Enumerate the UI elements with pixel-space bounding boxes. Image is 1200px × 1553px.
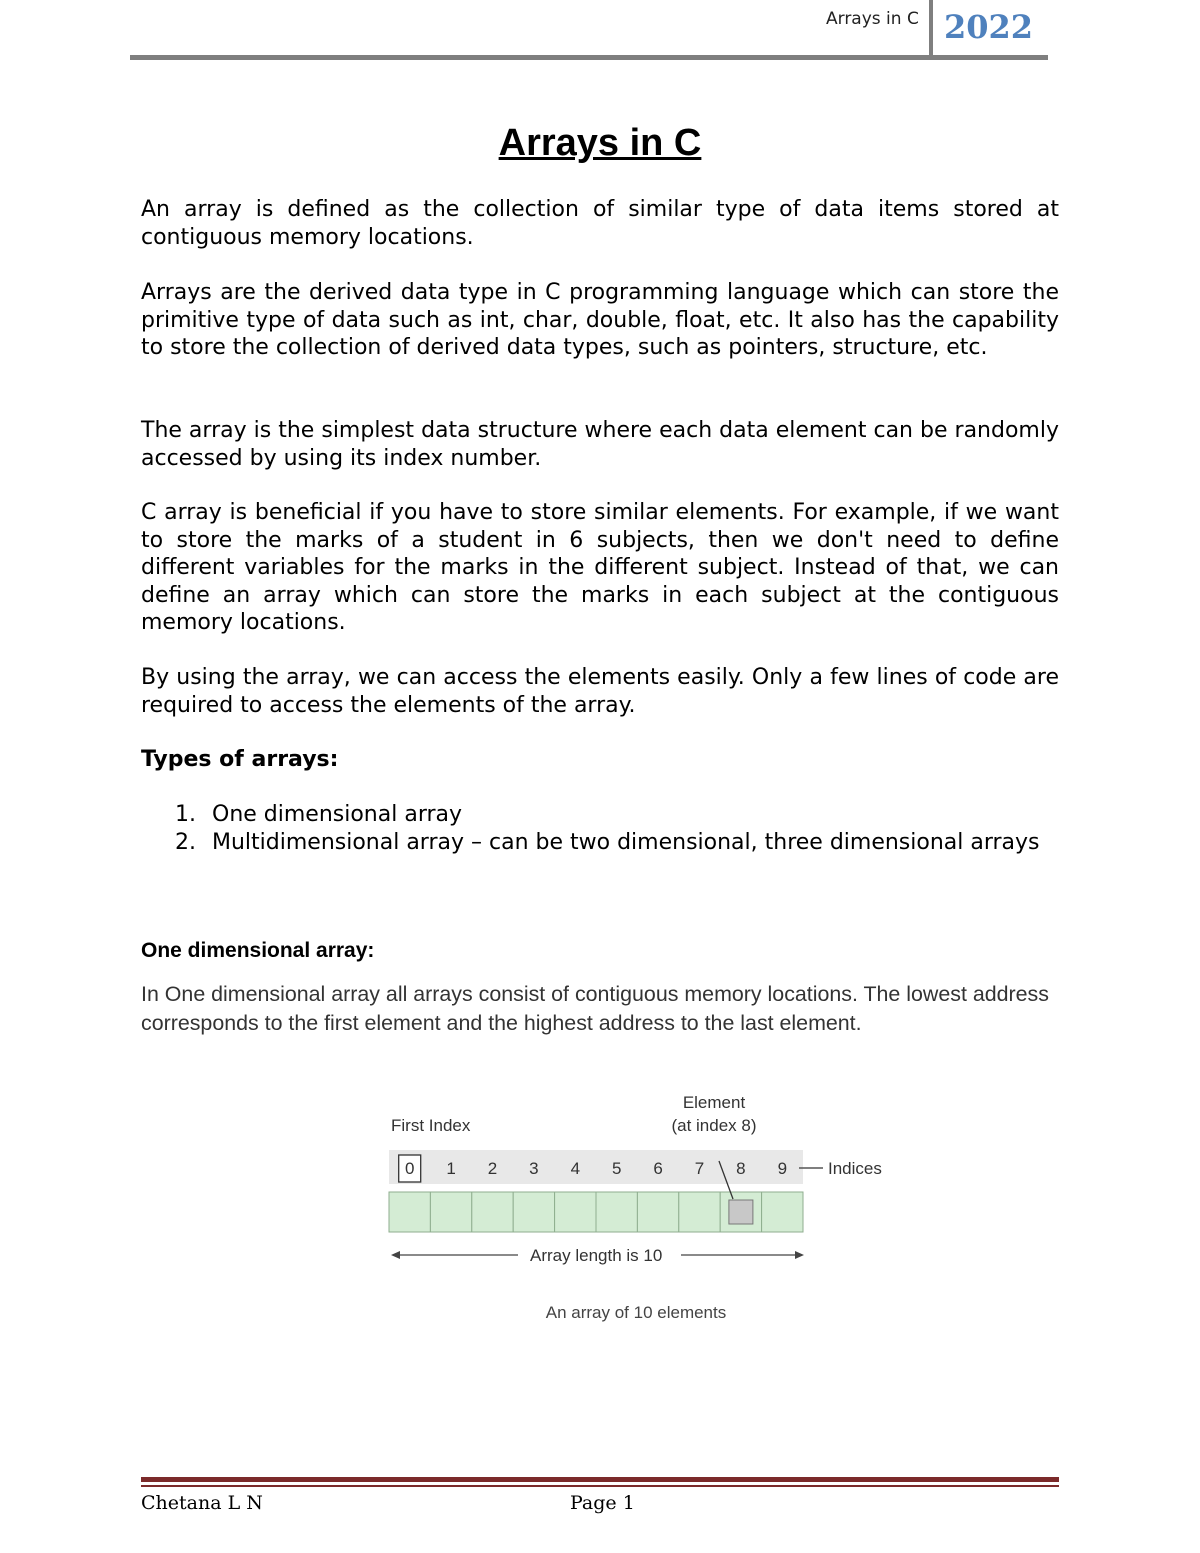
array-cell bbox=[637, 1192, 678, 1232]
array-cell bbox=[679, 1192, 720, 1232]
types-heading: Types of arrays: bbox=[141, 747, 339, 772]
header-rule bbox=[130, 55, 1048, 60]
list-item bbox=[141, 829, 1059, 857]
cells-group bbox=[389, 1192, 803, 1232]
types-list bbox=[141, 801, 1059, 856]
header-divider bbox=[929, 0, 933, 56]
length-arrowhead-right bbox=[795, 1251, 804, 1259]
footer-page-number: Page 1 bbox=[570, 1492, 635, 1514]
figure-caption: An array of 10 elements bbox=[545, 1303, 727, 1322]
list-item-number: 2. bbox=[175, 829, 196, 855]
index-label: 9 bbox=[777, 1159, 788, 1178]
indices-label: Indices bbox=[828, 1159, 882, 1178]
footer-rule-thick bbox=[141, 1477, 1059, 1482]
list-item bbox=[141, 801, 1059, 829]
length-arrowhead-left bbox=[391, 1251, 400, 1259]
element-label-line1: Element bbox=[682, 1093, 746, 1112]
paragraph-simplest-structure: The array is the simplest data structure where each data element can be randomly accessed by using its index number. bbox=[141, 418, 1059, 471]
array-cell bbox=[762, 1192, 803, 1232]
header-year: 2022 bbox=[944, 8, 1034, 46]
document-title: Arrays in C bbox=[498, 122, 702, 164]
paragraph-access: By using the array, we can access the elements easily. Only a few lines of code are required to access the elements of the array. bbox=[141, 665, 1059, 718]
array-diagram bbox=[380, 1082, 900, 1332]
one-dim-heading: One dimensional array: bbox=[141, 939, 375, 962]
array-cell bbox=[596, 1192, 637, 1232]
highlighted-element bbox=[729, 1200, 753, 1224]
footer-author: Chetana L N bbox=[141, 1492, 263, 1514]
array-figure bbox=[380, 1082, 900, 1332]
footer-rule-thin bbox=[141, 1485, 1059, 1487]
index-label: 5 bbox=[611, 1159, 622, 1178]
first-index-label: First Index bbox=[391, 1116, 471, 1135]
index-label: 0 bbox=[404, 1159, 415, 1178]
array-cell bbox=[472, 1192, 513, 1232]
paragraph-derived-type: Arrays are the derived data type in C programming language which can store the primitive type of data such as int, char, double, float, etc. It also has the capability to store the collection of derived data types, such as pointers, structure, etc. bbox=[141, 280, 1059, 360]
index-label: 6 bbox=[653, 1159, 663, 1178]
element-label-line2: (at index 8) bbox=[671, 1116, 757, 1135]
index-label: 2 bbox=[487, 1159, 498, 1178]
list-item-text: Multidimensional array – can be two dimensional, three dimensional arrays bbox=[212, 829, 1040, 855]
index-label: 7 bbox=[694, 1159, 705, 1178]
array-cell bbox=[389, 1192, 430, 1232]
length-label: Array length is 10 bbox=[530, 1246, 663, 1265]
array-cell bbox=[513, 1192, 554, 1232]
paragraph-definition: An array is defined as the collection of similar type of data items stored at contiguous memory locations. bbox=[141, 197, 1059, 250]
array-cell bbox=[555, 1192, 596, 1232]
header-title: Arrays in C bbox=[826, 9, 919, 29]
one-dim-body: In One dimensional array all arrays consist of contiguous memory locations. The lowest address corresponds to the first element and the highest address to the last element. bbox=[141, 982, 1049, 1035]
index-label: 8 bbox=[736, 1159, 746, 1178]
index-label: 1 bbox=[446, 1159, 456, 1178]
index-label: 4 bbox=[570, 1159, 581, 1178]
array-cell bbox=[430, 1192, 471, 1232]
list-item-text: One dimensional array bbox=[212, 802, 463, 827]
list-item-number: 1. bbox=[175, 802, 196, 827]
index-label: 3 bbox=[529, 1159, 539, 1178]
paragraph-benefit: C array is beneficial if you have to store similar elements. For example, if we want to store the marks of a student in 6 subjects, then we don't need to define different variables for the marks in the different subject. Instead of that, we can define an array which can store the marks in each subject at the contiguous memory locations. bbox=[141, 500, 1059, 635]
